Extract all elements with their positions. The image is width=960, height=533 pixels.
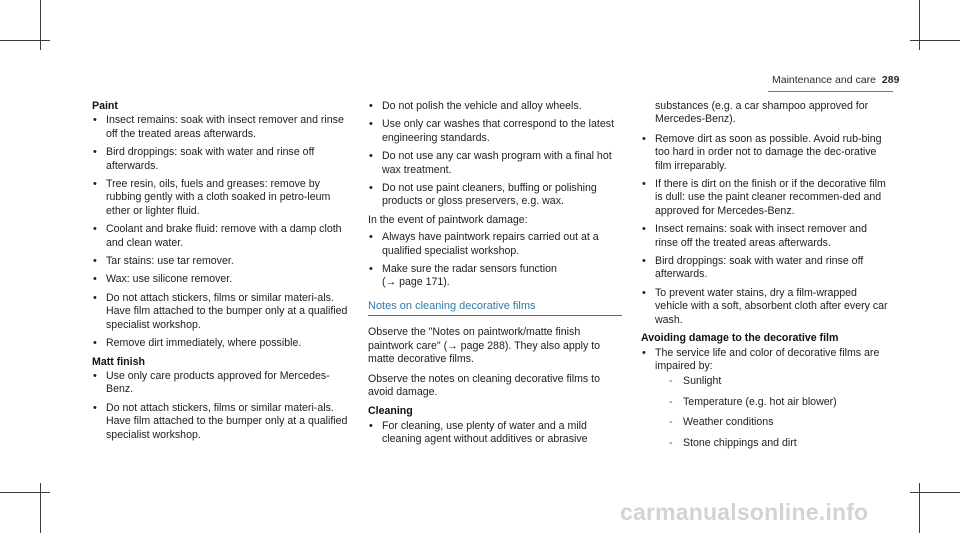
list-item: • Insect remains: soak with insect remover and rinse off the treated areas afterwards. (641, 223, 891, 250)
list-item-text: The service life and color of decorative films are impaired by: (655, 346, 880, 372)
list-item: • Bird droppings: soak with water and rinse off afterwards. (641, 255, 891, 282)
list-item: • Insect remains: soak with insect remover and rinse off the treated areas afterwards. (92, 114, 354, 141)
crop-mark (910, 492, 960, 493)
crop-mark (910, 40, 960, 41)
crop-mark (40, 483, 41, 533)
damage-intro: In the event of paintwork damage: (368, 213, 528, 226)
page-number: 289 (881, 74, 900, 86)
factor-item: - Stone chippings and dirt (669, 437, 891, 450)
watermark: carmanualsonline.info (620, 499, 869, 525)
list-item: • Remove dirt immediately, where possible. (92, 337, 354, 350)
list-item: • Do not attach stickers, films or similar materi-als. Have film attached to the bumper only at a qualified specialist workshop. (92, 402, 354, 442)
avoid-damage-list (641, 347, 891, 450)
paint-heading: Paint (92, 100, 118, 112)
page-header (772, 74, 899, 87)
list-item: • Use only care products approved for Mercedes-Benz. (92, 370, 354, 397)
cleaning-list (368, 420, 624, 447)
page-reference-link[interactable]: (→ page 171). (382, 276, 450, 289)
list-item: • Tree resin, oils, fuels and greases: remove by rubbing gently with a cloth soaked in petro-leum ether or lighter fluid. (92, 178, 354, 218)
list-item: • Tar stains: use tar remover. (92, 255, 354, 268)
list-item: • To prevent water stains, dry a film-wrapped vehicle with a soft, absorbent cloth after every car wash. (641, 287, 891, 327)
crop-mark (0, 40, 50, 41)
list-item: • Wax: use silicone remover. (92, 273, 354, 286)
crop-mark (40, 0, 41, 50)
column-right (641, 100, 891, 457)
avoid-damage-heading: Avoiding damage to the decorative film (641, 332, 839, 345)
factor-item: - Sunlight (669, 375, 891, 388)
list-item: • Remove dirt as soon as possible. Avoid rub-bing too hard in order not to damage the dec-orative film irreparably. (641, 133, 891, 173)
crop-mark (919, 0, 920, 50)
matt-finish-heading: Matt finish (92, 355, 145, 368)
section-name: Maintenance and care (772, 74, 876, 86)
column-left (92, 100, 354, 447)
list-item: • Bird droppings: soak with water and rinse off afterwards. (92, 146, 354, 173)
list-item: • Do not use paint cleaners, buffing or polishing products or gloss preservers, e.g. wax. (368, 182, 624, 209)
list-item: • Do not use any car wash program with a final hot wax treatment. (368, 150, 624, 177)
matt-finish-list (92, 370, 354, 442)
paint-list (92, 114, 354, 350)
column-middle (368, 100, 624, 452)
observe-paragraph: Observe the "Notes on paintwork/matte finish paintwork care" (→ page 288). They also apply to matte decorative films. (368, 326, 601, 366)
factor-list (669, 375, 891, 450)
factor-item: - Weather conditions (669, 416, 891, 429)
crop-mark (919, 483, 920, 533)
polish-list (368, 100, 624, 209)
list-item: • Always have paintwork repairs carried out at a qualified specialist workshop. (368, 231, 624, 258)
factor-item: - Temperature (e.g. hot air blower) (669, 396, 891, 409)
cleaning-list-continued (641, 133, 891, 327)
list-item: • Use only car washes that correspond to the latest engineering standards. (368, 118, 624, 145)
continued-text: substances (e.g. a car shampoo approved for Mercedes-Benz). (655, 100, 869, 126)
list-item: • Coolant and brake fluid: remove with a damp cloth and clean water. (92, 223, 354, 250)
list-item (641, 347, 891, 450)
observe-paragraph-2: Observe the notes on cleaning decorative films to avoid damage. (368, 372, 601, 398)
crop-mark (0, 492, 50, 493)
damage-list (368, 231, 624, 290)
section-title: Notes on cleaning decorative films (368, 300, 622, 316)
list-item: • Do not attach stickers, films or similar materi-als. Have film attached to the bumper only at a qualified specialist workshop. (92, 292, 354, 332)
list-item: • If there is dirt on the finish or if the decorative film is dull: use the paint cleaner recommen-ded and approved for Mercedes-Benz. (641, 178, 891, 218)
header-rule (768, 91, 893, 92)
list-item-text: Make sure the radar sensors function (382, 263, 557, 276)
list-item: • Do not polish the vehicle and alloy wheels. (368, 100, 624, 113)
list-item (368, 263, 624, 290)
list-item: • For cleaning, use plenty of water and a mild cleaning agent without additives or abrasive (368, 420, 624, 447)
cleaning-heading: Cleaning (368, 405, 413, 418)
